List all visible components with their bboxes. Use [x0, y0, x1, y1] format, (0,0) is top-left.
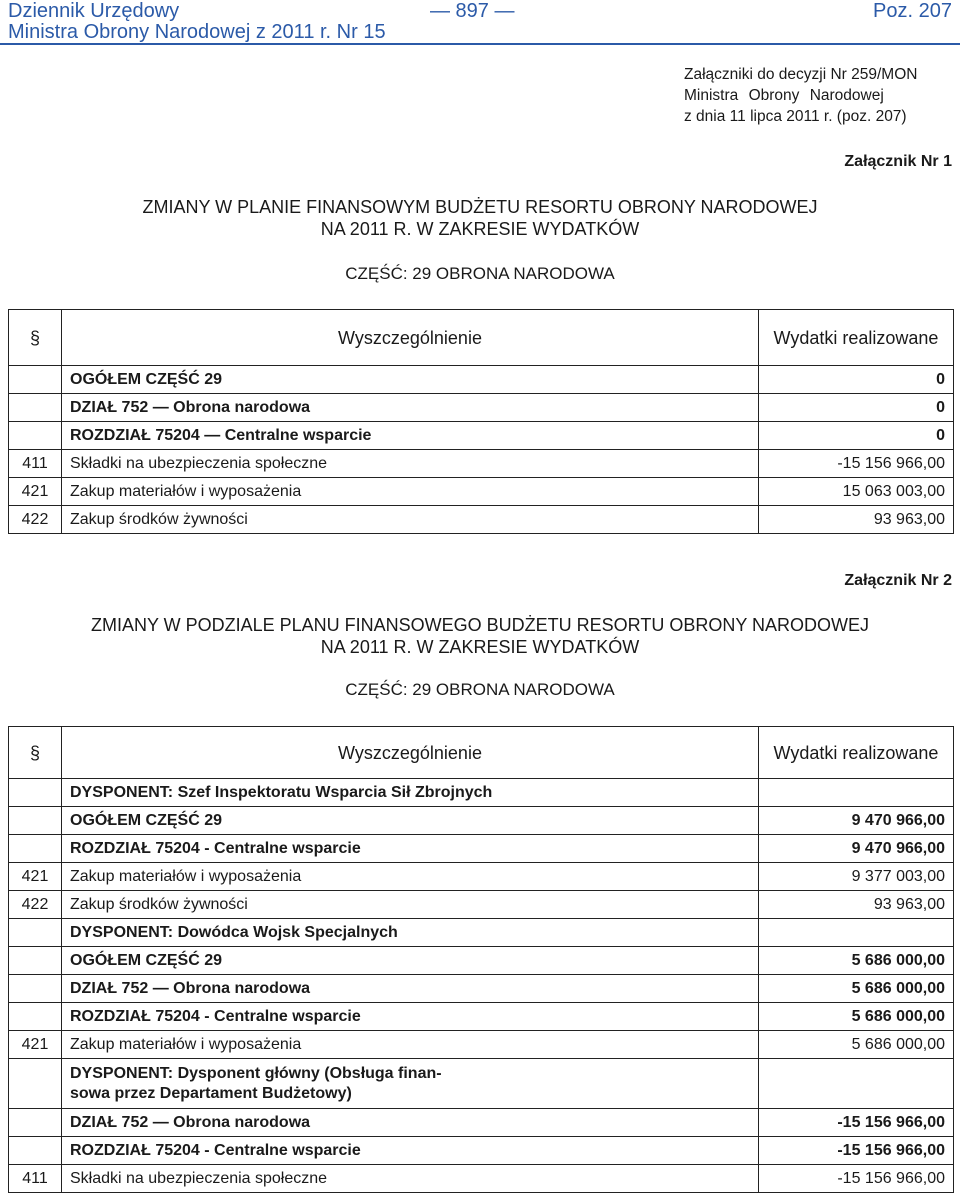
annex2-title-line1: ZMIANY W PODZIALE PLANU FINANSOWEGO BUDŻETU RESORTU OBRONY NARODOWEJ: [90, 615, 870, 635]
amount-cell: 5 686 000,00: [759, 947, 954, 975]
amount-cell: 0: [759, 366, 954, 394]
description-cell: Zakup materiałów i wyposażenia: [62, 478, 759, 506]
amount-cell: [759, 919, 954, 947]
amount-cell: 5 686 000,00: [759, 1003, 954, 1031]
section-number-cell: 421: [9, 478, 62, 506]
description-cell: OGÓŁEM CZĘŚĆ 29: [62, 947, 759, 975]
section-number-cell: [9, 422, 62, 450]
page-number: — 897 —: [430, 0, 515, 22]
table-row: [9, 450, 954, 478]
annex2-title-line2: NA 2011 R. W ZAKRESIE WYDATKÓW: [320, 637, 640, 657]
amount-cell: [759, 779, 954, 807]
amount-cell: -15 156 966,00: [759, 1165, 954, 1193]
description-cell: DZIAŁ 752 — Obrona narodowa: [62, 394, 759, 422]
table-row: [9, 1109, 954, 1137]
amount-cell: -15 156 966,00: [759, 1109, 954, 1137]
amount-cell: 9 470 966,00: [759, 807, 954, 835]
table-row: [9, 779, 954, 807]
section-number-cell: [9, 947, 62, 975]
annex1-title: [0, 196, 960, 240]
section-number-cell: [9, 975, 62, 1003]
decision-note: [684, 64, 917, 127]
annex1-title-line2: NA 2011 R. W ZAKRESIE WYDATKÓW: [320, 219, 640, 239]
table-header-row: [9, 310, 954, 366]
description-cell: Zakup środków żywności: [62, 506, 759, 534]
column-header-description: Wyszczególnienie: [62, 310, 759, 366]
amount-cell: 0: [759, 422, 954, 450]
ministry-line: Ministra Obrony Narodowej z 2011 r. Nr 15: [8, 21, 386, 43]
section-number-cell: 421: [9, 863, 62, 891]
description-cell: ROZDZIAŁ 75204 - Centralne wsparcie: [62, 1137, 759, 1165]
section-number-cell: 411: [9, 1165, 62, 1193]
annex2-label: Załącznik Nr 2: [844, 572, 952, 589]
description-cell: Zakup materiałów i wyposażenia: [62, 863, 759, 891]
section-number-cell: 421: [9, 1031, 62, 1059]
amount-cell: -15 156 966,00: [759, 450, 954, 478]
description-cell: ROZDZIAŁ 75204 - Centralne wsparcie: [62, 835, 759, 863]
column-header-description: Wyszczególnienie: [62, 727, 759, 779]
decision-line: Ministra Obrony Narodowej: [684, 87, 884, 104]
column-header-amount: Wydatki realizowane: [759, 727, 954, 779]
annex2-table: [8, 726, 954, 1193]
section-number-cell: 411: [9, 450, 62, 478]
table-row: [9, 975, 954, 1003]
table-row: [9, 1137, 954, 1165]
table-row: [9, 835, 954, 863]
annex1-title-line1: ZMIANY W PLANIE FINANSOWYM BUDŻETU RESORTU OBRONY NARODOWEJ: [142, 197, 818, 217]
table-row: [9, 422, 954, 450]
header-rule: [0, 43, 960, 45]
decision-line: Załączniki do decyzji Nr 259/MON: [684, 66, 918, 83]
table-row: [9, 807, 954, 835]
table-row: [9, 919, 954, 947]
amount-cell: 93 963,00: [759, 891, 954, 919]
decision-line: z dnia 11 lipca 2011 r. (poz. 207): [684, 108, 907, 125]
section-number-cell: [9, 394, 62, 422]
section-symbol: §: [9, 310, 62, 366]
amount-cell: [759, 1059, 954, 1109]
description-cell: DYSPONENT: Szef Inspektoratu Wsparcia Sił Zbrojnych: [62, 779, 759, 807]
table-row: [9, 394, 954, 422]
description-cell: ROZDZIAŁ 75204 - Centralne wsparcie: [62, 1003, 759, 1031]
column-header-amount: Wydatki realizowane: [759, 310, 954, 366]
journal-title: Dziennik Urzędowy: [8, 0, 180, 22]
section-number-cell: [9, 1109, 62, 1137]
section-number-cell: 422: [9, 891, 62, 919]
section-number-cell: [9, 919, 62, 947]
amount-cell: 0: [759, 394, 954, 422]
amount-cell: 5 686 000,00: [759, 975, 954, 1003]
section-number-cell: [9, 366, 62, 394]
description-cell: DYSPONENT: Dysponent główny (Obsługa finan- sowa przez Departament Budżetowy): [62, 1059, 759, 1109]
section-symbol: §: [9, 727, 62, 779]
description-cell: DZIAŁ 752 — Obrona narodowa: [62, 1109, 759, 1137]
table-row: [9, 506, 954, 534]
table-row: [9, 1059, 954, 1109]
table-row: [9, 947, 954, 975]
table-row: [9, 478, 954, 506]
amount-cell: 93 963,00: [759, 506, 954, 534]
table-row: [9, 1003, 954, 1031]
annex1-label: Załącznik Nr 1: [844, 153, 952, 170]
annex2-title: [0, 614, 960, 658]
amount-cell: 9 377 003,00: [759, 863, 954, 891]
description-cell: DZIAŁ 752 — Obrona narodowa: [62, 975, 759, 1003]
section-number-cell: [9, 1003, 62, 1031]
section-number-cell: [9, 835, 62, 863]
section-number-cell: [9, 1059, 62, 1109]
description-cell: Zakup środków żywności: [62, 891, 759, 919]
amount-cell: 5 686 000,00: [759, 1031, 954, 1059]
table-header-row: [9, 727, 954, 779]
section-number-cell: [9, 779, 62, 807]
table-row: [9, 891, 954, 919]
section-number-cell: [9, 1137, 62, 1165]
description-cell: OGÓŁEM CZĘŚĆ 29: [62, 366, 759, 394]
amount-cell: 15 063 003,00: [759, 478, 954, 506]
description-cell: Składki na ubezpieczenia społeczne: [62, 450, 759, 478]
annex2-part: CZĘŚĆ: 29 OBRONA NARODOWA: [345, 680, 615, 699]
section-number-cell: [9, 807, 62, 835]
description-cell: DYSPONENT: Dowódca Wojsk Specjalnych: [62, 919, 759, 947]
amount-cell: 9 470 966,00: [759, 835, 954, 863]
table-row: [9, 1031, 954, 1059]
table-row: [9, 366, 954, 394]
description-cell: OGÓŁEM CZĘŚĆ 29: [62, 807, 759, 835]
description-cell: Zakup materiałów i wyposażenia: [62, 1031, 759, 1059]
description-cell: ROZDZIAŁ 75204 — Centralne wsparcie: [62, 422, 759, 450]
table-row: [9, 863, 954, 891]
table-row: [9, 1165, 954, 1193]
section-number-cell: 422: [9, 506, 62, 534]
annex1-part: CZĘŚĆ: 29 OBRONA NARODOWA: [345, 264, 615, 283]
amount-cell: -15 156 966,00: [759, 1137, 954, 1165]
running-header: [0, 0, 960, 44]
description-cell: Składki na ubezpieczenia społeczne: [62, 1165, 759, 1193]
position-number: Poz. 207: [873, 0, 952, 22]
annex1-table: [8, 309, 954, 534]
